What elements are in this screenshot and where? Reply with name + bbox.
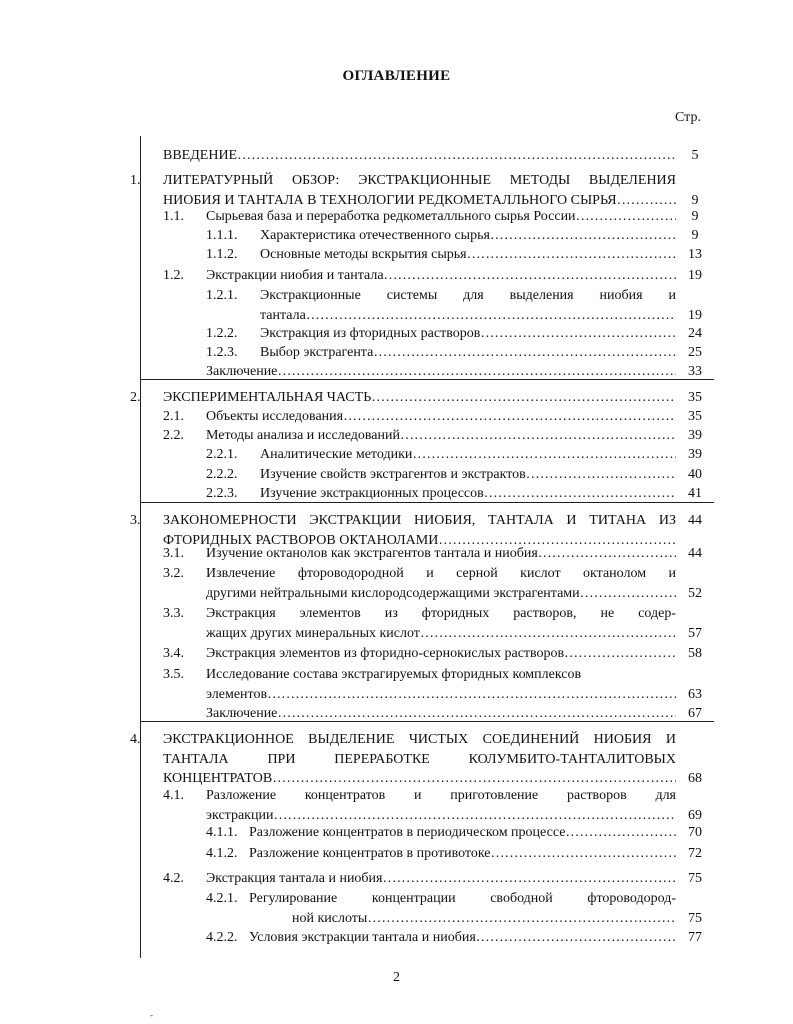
toc-entry-number: 3.5.	[163, 667, 184, 682]
toc-entry-number: 1.2.3.	[206, 345, 238, 360]
toc-entry-title: другими нейтральными кислородсодержащими экстрагентами ……………………………………………………………………………………………………………………………………………………………………………	[206, 584, 676, 604]
page-number: 2	[393, 970, 400, 985]
toc-entry-number: 1.2.	[163, 268, 184, 283]
toc-entry-page: 72	[688, 846, 702, 861]
toc-entry-page: 39	[688, 428, 702, 443]
toc-entry-page: 44	[688, 513, 702, 528]
toc-entry-title: Выбор экстрагента ……………………………………………………………………………………………………………………………………………………………………………	[260, 343, 676, 363]
toc-entry-page: 13	[688, 247, 702, 262]
toc-entry-page: 33	[688, 364, 702, 379]
toc-entry-number: 1.	[130, 173, 141, 188]
toc-entry-title: ТАНТАЛА ПРИ ПЕРЕРАБОТКЕ КОЛУМБИТО-ТАНТАЛИТОВЫХ	[163, 751, 676, 767]
toc-entry-title: тантала ……………………………………………………………………………………………………………………………………………………………………………	[260, 306, 676, 326]
toc-entry-title: Сырьевая база и переработка редкометалльного сырья России ……………………………………………………………………………………………………………………………………………………………………………	[206, 207, 676, 227]
toc-entry-title: Заключение ……………………………………………………………………………………………………………………………………………………………………………	[206, 362, 676, 382]
toc-entry-title: ФТОРИДНЫХ РАСТВОРОВ ОКТАНОЛАМИ ……………………………………………………………………………………………………………………………………………………………………………	[163, 531, 676, 551]
toc-entry-page: 39	[688, 447, 702, 462]
toc-entry-number: 4.2.	[163, 871, 184, 886]
toc-entry-number: 4.1.	[163, 788, 184, 803]
toc-entry-title: жащих других минеральных кислот ……………………………………………………………………………………………………………………………………………………………………………	[206, 624, 676, 644]
toc-entry-number: 4.	[130, 732, 141, 747]
table-of-contents	[130, 136, 714, 958]
scan-mark: -	[150, 1010, 153, 1020]
toc-entry-title: Изучение октанолов как экстрагентов тантала и ниобия ……………………………………………………………………………………………………………………………………………………………………………	[206, 544, 676, 564]
toc-entry-title: Условия экстракции тантала и ниобия ……………………………………………………………………………………………………………………………………………………………………………	[249, 928, 676, 948]
toc-entry-page: 58	[688, 646, 702, 661]
toc-entry-page: 68	[688, 771, 702, 786]
toc-entry-number: 2.2.2.	[206, 467, 238, 482]
toc-entry-number: 4.2.2.	[206, 930, 238, 945]
toc-entry-page: 70	[688, 825, 702, 840]
toc-entry-page: 24	[688, 326, 702, 341]
toc-entry-number: 1.1.1.	[206, 228, 238, 243]
toc-entry-title: Экстракции ниобия и тантала ……………………………………………………………………………………………………………………………………………………………………………	[206, 266, 676, 286]
toc-entry-page: 25	[688, 345, 702, 360]
toc-entry-title: ЗАКОНОМЕРНОСТИ ЭКСТРАКЦИИ НИОБИЯ, ТАНТАЛА И ТИТАНА ИЗ	[163, 513, 676, 528]
toc-entry-number: 3.1.	[163, 546, 184, 561]
toc-entry-title: Изучение экстракционных процессов ……………………………………………………………………………………………………………………………………………………………………………	[260, 484, 676, 504]
toc-entry-title: НИОБИЯ И ТАНТАЛА В ТЕХНОЛОГИИ РЕДКОМЕТАЛЛЬНОГО СЫРЬЯ ……………………………………………………………………………………………………………………………………………………………………………	[163, 191, 676, 211]
toc-entry-page: 44	[688, 546, 702, 561]
toc-entry-title: ВВЕДЕНИЕ ……………………………………………………………………………………………………………………………………………………………………………	[163, 146, 676, 166]
toc-entry-title: Аналитические методики ……………………………………………………………………………………………………………………………………………………………………………	[260, 445, 676, 465]
toc-entry-number: 2.	[130, 390, 141, 405]
toc-entry-title: ЛИТЕРАТУРНЫЙ ОБЗОР: ЭКСТРАКЦИОННЫЕ МЕТОДЫ ВЫДЕЛЕНИЯ	[163, 173, 676, 188]
toc-entry-number: 3.2.	[163, 566, 184, 581]
toc-entry-number: 3.3.	[163, 606, 184, 621]
toc-entry-title: Заключение ……………………………………………………………………………………………………………………………………………………………………………	[206, 704, 676, 724]
toc-entry-page: 69	[688, 807, 702, 823]
toc-entry-page: 67	[688, 706, 702, 721]
toc-entry-page: 75	[688, 910, 702, 926]
toc-entry-title: Исследование состава экстрагируемых фторидных комплексов	[206, 667, 582, 682]
toc-entry-number: 4.1.2.	[206, 846, 238, 861]
toc-entry-title: Экстракция тантала и ниобия ……………………………………………………………………………………………………………………………………………………………………………	[206, 869, 676, 889]
toc-entry-page: 9	[691, 209, 699, 224]
toc-entry-page: 52	[688, 585, 702, 601]
toc-entry-page: 35	[688, 390, 702, 405]
toc-entry-page: 9	[691, 228, 699, 243]
toc-entry-number: 2.1.	[163, 409, 184, 424]
toc-entry-number: 1.2.2.	[206, 326, 238, 341]
toc-entry-number: 2.2.1.	[206, 447, 238, 462]
toc-entry-title: Экстракция элементов из фторидных растворов, не содер-	[206, 606, 676, 621]
toc-entry-title: экстракции ……………………………………………………………………………………………………………………………………………………………………………	[206, 806, 676, 826]
toc-entry-title: Разложение концентратов в противотоке ……………………………………………………………………………………………………………………………………………………………………………	[249, 844, 676, 864]
toc-entry-page: 19	[688, 307, 702, 323]
toc-entry-title: Основные методы вскрытия сырья ……………………………………………………………………………………………………………………………………………………………………………	[260, 245, 676, 265]
toc-entry-page: 57	[688, 625, 702, 641]
toc-entry-title: элементов ……………………………………………………………………………………………………………………………………………………………………………	[206, 685, 676, 705]
toc-entry-number: 1.2.1.	[206, 288, 238, 303]
toc-entry-number: 3.	[130, 513, 141, 528]
toc-entry-number: 2.2.3.	[206, 486, 238, 501]
toc-entry-title: Разложение концентратов в периодическом процессе ……………………………………………………………………………………………………………………………………………………………………………	[249, 823, 676, 843]
toc-entry-title: Разложение концентратов и приготовление растворов для	[206, 788, 676, 803]
toc-entry-title: Объекты исследования ……………………………………………………………………………………………………………………………………………………………………………	[206, 407, 676, 427]
toc-entry-page: 41	[688, 486, 702, 501]
toc-entry-number: 1.1.	[163, 209, 184, 224]
toc-entry-page: 40	[688, 467, 702, 482]
toc-vertical-rule	[140, 136, 141, 958]
toc-entry-page: 63	[688, 686, 702, 702]
page-title: ОГЛАВЛЕНИЕ	[342, 68, 451, 84]
toc-entry-title: ной кислоты ……………………………………………………………………………………………………………………………………………………………………………	[249, 909, 676, 929]
toc-entry-page: 5	[691, 148, 699, 163]
toc-entry-title: Методы анализа и исследований ……………………………………………………………………………………………………………………………………………………………………………	[206, 426, 676, 446]
toc-entry-title: Экстракция элементов из фторидно-сернокислых растворов ……………………………………………………………………………………………………………………………………………………………………………	[206, 644, 676, 664]
toc-entry-title: ЭКСПЕРИМЕНТАЛЬНАЯ ЧАСТЬ ……………………………………………………………………………………………………………………………………………………………………………	[163, 388, 676, 408]
toc-entry-page: 35	[688, 409, 702, 424]
toc-entry-number: 3.4.	[163, 646, 184, 661]
toc-entry-page: 9	[691, 192, 699, 208]
toc-entry-title: Экстракция из фторидных растворов ……………………………………………………………………………………………………………………………………………………………………………	[260, 324, 676, 344]
toc-entry-title: Характеристика отечественного сырья ……………………………………………………………………………………………………………………………………………………………………………	[260, 226, 676, 246]
toc-entry-page: 77	[688, 930, 702, 945]
toc-entry-page: 75	[688, 871, 702, 886]
toc-entry-title: Экстракционные системы для выделения ниобия и	[260, 288, 676, 303]
page-column-header: Стр.	[675, 110, 701, 125]
toc-entry-number: 4.1.1.	[206, 825, 238, 840]
toc-entry-title: Регулирование концентрации свободной фтороводород-	[249, 891, 676, 906]
toc-entry-title: ЭКСТРАКЦИОННОЕ ВЫДЕЛЕНИЕ ЧИСТЫХ СОЕДИНЕНИЙ НИОБИЯ И	[163, 732, 676, 747]
toc-entry-title: Извлечение фтороводородной и серной кислот октанолом и	[206, 566, 676, 581]
toc-entry-number: 1.1.2.	[206, 247, 238, 262]
toc-entry-page: 19	[688, 268, 702, 283]
toc-entry-title: КОНЦЕНТРАТОВ ……………………………………………………………………………………………………………………………………………………………………………	[163, 769, 676, 789]
toc-entry-number: 4.2.1.	[206, 891, 238, 906]
toc-entry-title: Изучение свойств экстрагентов и экстрактов ……………………………………………………………………………………………………………………………………………………………………………	[260, 465, 676, 485]
toc-entry-number: 2.2.	[163, 428, 184, 443]
